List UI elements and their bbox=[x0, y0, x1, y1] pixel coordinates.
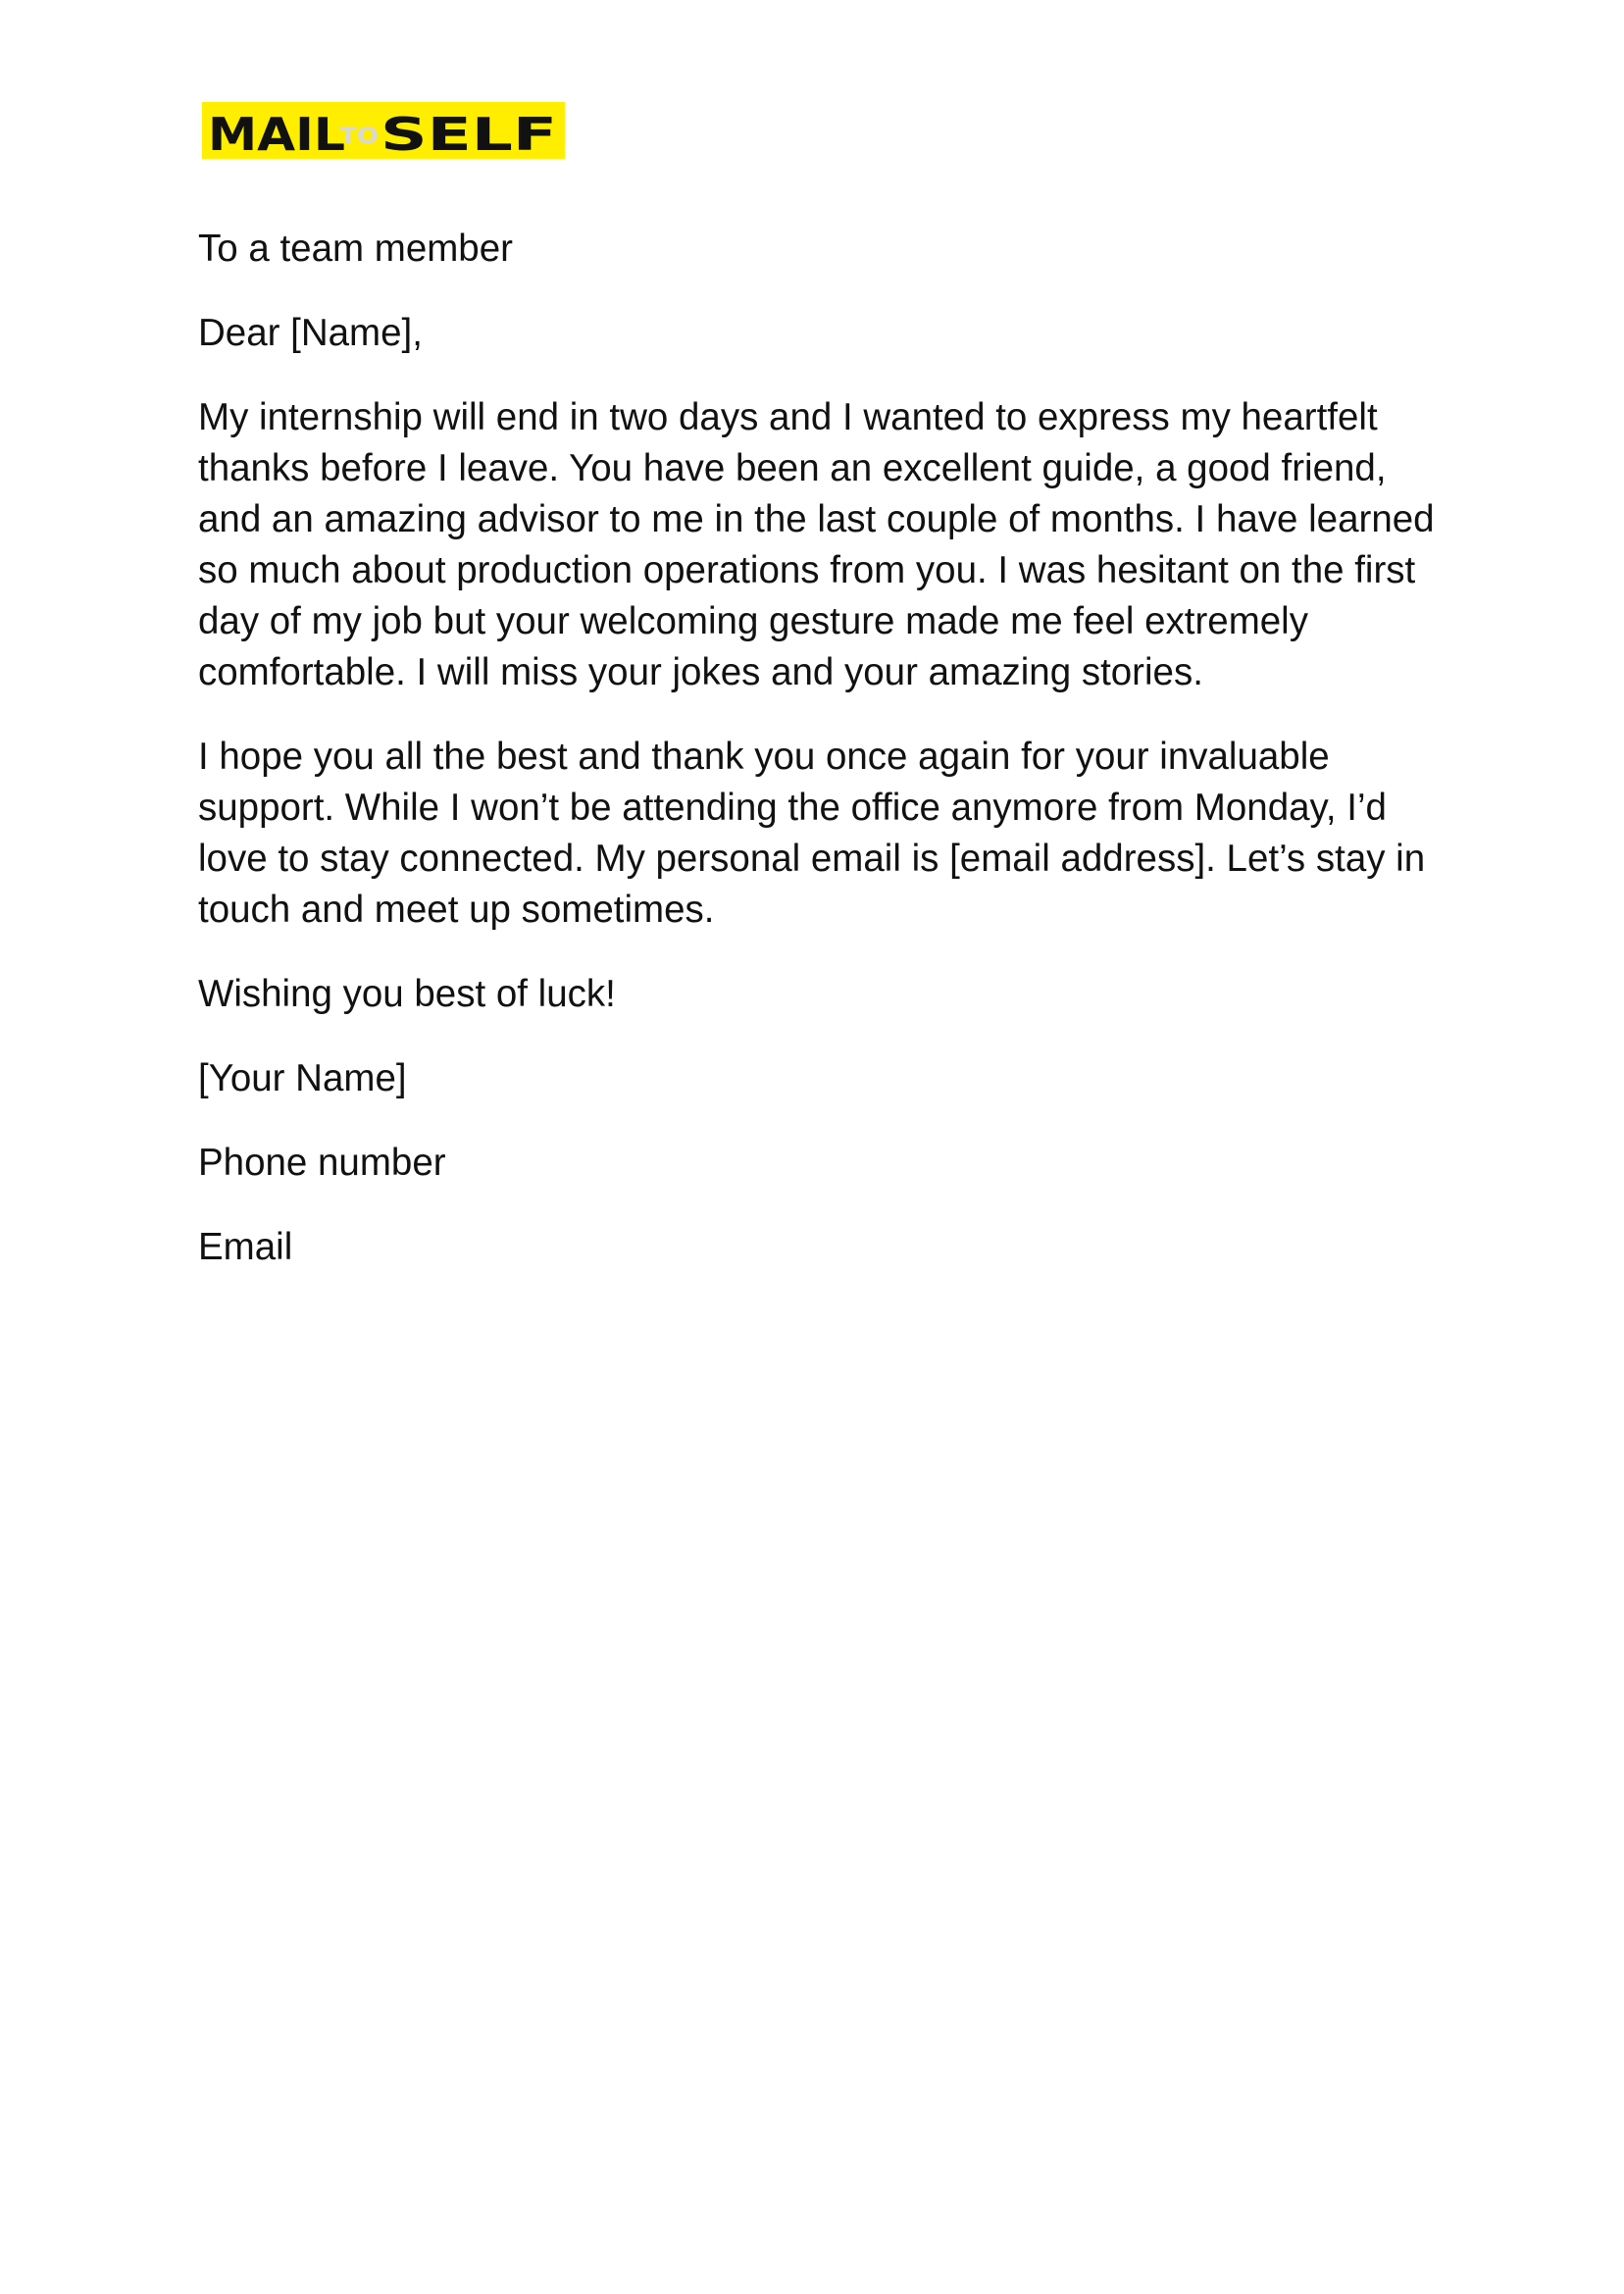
letter-paragraph-2: I hope you all the best and thank you once again for your invaluable support. While I won’t be attending the office anymore from Monday, I’d love to stay connected. My personal email is [email address]. Let’s stay in touch and meet up sometimes. bbox=[198, 736, 1426, 931]
logo-wordmark bbox=[202, 102, 565, 159]
letter-heading: To a team member bbox=[198, 228, 513, 270]
letter-paragraph-1: My internship will end in two days and I wanted to express my heartfelt thanks before I leave. You have been an excellent guide, a good friend, and an amazing advisor to me in the last couple of months. I have learned so much about production operations from you. I was hesitant on the first day of my job but your welcoming gesture made me feel extremely comfortable. I will miss your jokes and your amazing stories. bbox=[198, 396, 1435, 693]
logo-text-mail: MAIL bbox=[208, 108, 345, 159]
signature-name: [Your Name] bbox=[198, 1057, 407, 1099]
signature-phone: Phone number bbox=[198, 1142, 446, 1184]
logo-text-to: TO bbox=[339, 125, 379, 149]
letter-closing: Wishing you best of luck! bbox=[198, 973, 616, 1015]
logo-text-self: SELF bbox=[381, 108, 557, 159]
signature-email: Email bbox=[198, 1226, 293, 1268]
letter-body bbox=[198, 224, 1444, 1306]
letter-salutation: Dear [Name], bbox=[198, 312, 423, 354]
mail-to-self-logo bbox=[202, 102, 565, 159]
